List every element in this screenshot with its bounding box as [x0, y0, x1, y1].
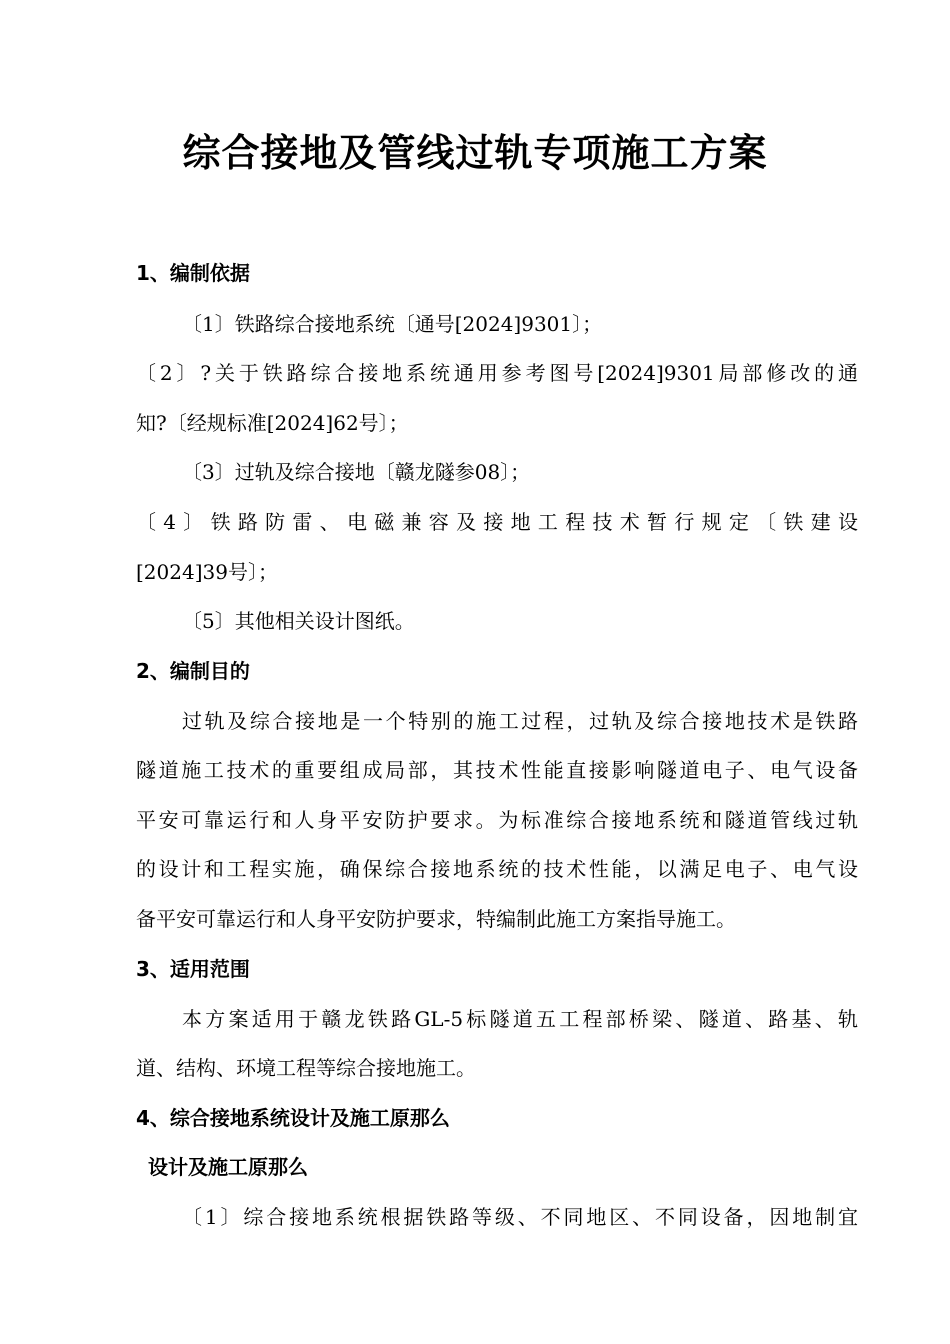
principles-line-1: 〔1〕综合接地系统根据铁路等级、不同地区、不同设备，因地制宜	[182, 1205, 858, 1229]
basis-item-3: 〔3〕过轨及综合接地〔赣龙隧参08〕；	[182, 460, 531, 484]
basis-item-4-line-2: [2024]39号〕；	[136, 560, 278, 584]
purpose-line-3: 平安可靠运行和人身平安防护要求。为标准综合接地系统和隧道管线过轨	[136, 808, 858, 832]
basis-item-1: 〔1〕铁路综合接地系统〔通号[2024]9301〕；	[182, 312, 603, 336]
purpose-line-5: 备平安可靠运行和人身平安防护要求，特编制此施工方案指导施工。	[136, 907, 736, 931]
section-heading-principles: 4、综合接地系统设计及施工原那么	[136, 1106, 450, 1130]
scope-line-1: 本方案适用于赣龙铁路GL-5标隧道五工程部桥梁、隧道、路基、轨	[182, 1007, 858, 1031]
purpose-line-4: 的设计和工程实施，确保综合接地系统的技术性能，以满足电子、电气设	[136, 857, 858, 881]
subheading-principles: 设计及施工原那么	[148, 1155, 308, 1179]
purpose-line-1: 过轨及综合接地是一个特别的施工过程，过轨及综合接地技术是铁路	[182, 709, 858, 733]
basis-item-4-line-1: 〔4〕铁路防雷、电磁兼容及接地工程技术暂行规定〔铁建设	[136, 510, 858, 534]
section-heading-scope: 3、适用范围	[136, 957, 250, 981]
scope-line-2: 道、结构、环境工程等综合接地施工。	[136, 1056, 476, 1080]
section-heading-basis: 1、编制依据	[136, 261, 250, 285]
basis-item-2-line-1: 〔2〕?关于铁路综合接地系统通用参考图号[2024]9301局部修改的通	[136, 361, 858, 385]
basis-item-5: 〔5〕其他相关设计图纸。	[182, 609, 415, 633]
basis-item-2-line-2: 知?〔经规标准[2024]62号〕；	[136, 411, 409, 435]
document-title: 综合接地及管线过轨专项施工方案	[182, 131, 768, 175]
purpose-line-2: 隧道施工技术的重要组成局部，其技术性能直接影响隧道电子、电气设备	[136, 758, 858, 782]
section-heading-purpose: 2、编制目的	[136, 659, 250, 683]
